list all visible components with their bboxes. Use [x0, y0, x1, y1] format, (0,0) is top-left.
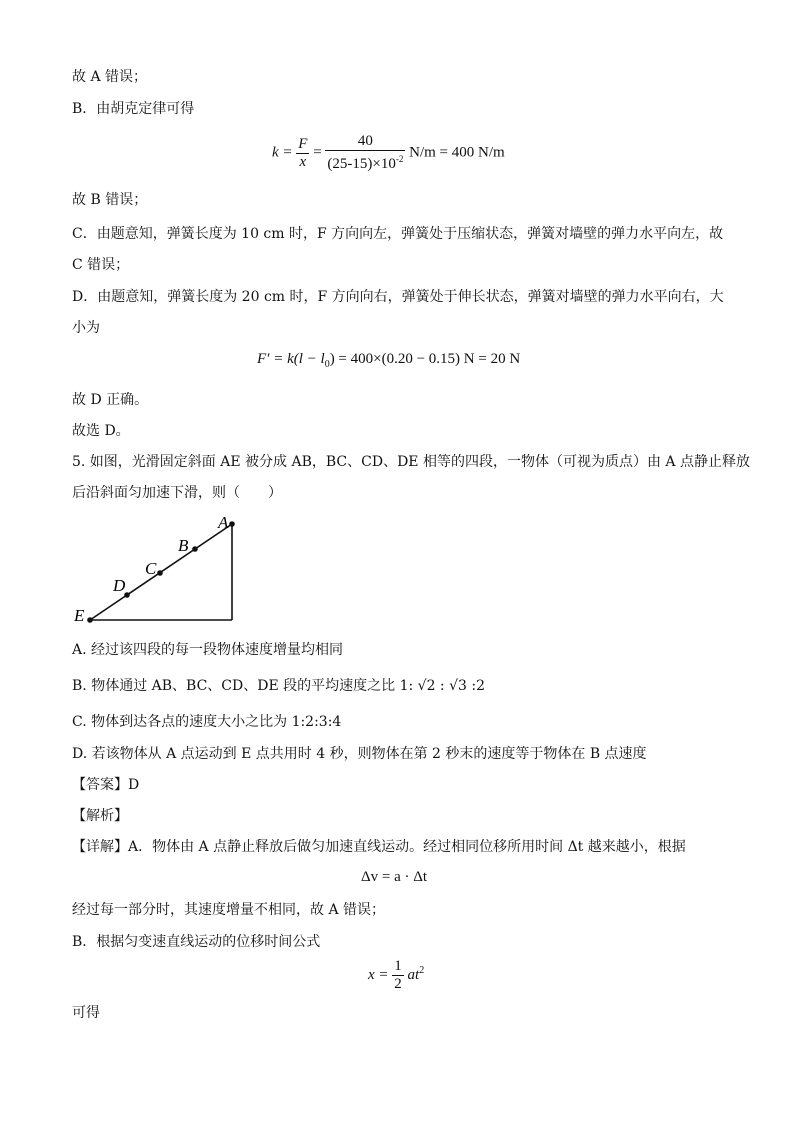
option-d: D. 若该物体从 A 点运动到 E 点共用时 4 秒，则物体在第 2 秒末的速度等于物体在 B 点速度	[72, 746, 647, 762]
option-a: A. 经过该四段的每一段物体速度增量均相同	[72, 642, 344, 658]
line-b-hooke: B．由胡克定律可得	[72, 101, 195, 117]
line-c-wrong: C 错误；	[72, 257, 130, 273]
option-c: C. 物体到达各点的速度大小之比为 1:2:3:4	[72, 714, 342, 730]
detail-b: B．根据匀变速直线运动的位移时间公式	[72, 934, 321, 950]
line-d-size: 小为	[72, 320, 100, 336]
option-b: B. 物体通过 AB、BC、CD、DE 段的平均速度之比 1: √2 : √3 :2	[72, 678, 485, 694]
point-e	[87, 617, 93, 623]
formula-x: x = $\frac{1}{2}$ $at^2$	[368, 958, 425, 992]
line-d-analysis: D．由题意知，弹簧长度为 20 cm 时，F 方向向右，弹簧处于伸长状态，弹簧对墙壁的弹力水平向右，大	[72, 289, 724, 305]
label-b: B	[178, 536, 189, 555]
point-b	[192, 546, 198, 552]
answer-label: 【答案】D	[72, 777, 140, 793]
frac-40-over-length: $\frac{40}{(25-15)\times 10^{-2}}$	[327, 133, 404, 172]
formula-dv: Δv = a · Δt	[361, 869, 428, 885]
label-d: D	[113, 576, 126, 595]
label-c: C	[145, 559, 157, 578]
line-choose-d: 故选 D。	[72, 423, 130, 439]
label-e: E	[74, 606, 85, 625]
detail-a: 【详解】A．物体由 A 点静止释放后做匀加速直线运动。经过相同位移所用时间 Δt 越来越小，根据	[72, 839, 686, 855]
point-a	[229, 521, 235, 527]
frac-f-over-x: $\frac{F}{x}$	[298, 135, 308, 170]
formula-f-prime: $F' = k(l - l_0) = 400\times(0.20 - 0.15)$ N = 20 N	[257, 351, 521, 370]
frac-half: $\frac{1}{2}$	[394, 958, 402, 992]
formula-k: k = $\frac{F}{x}$ = $\frac{40}{(25-15)\times 10^{-2}}$ N/m = 400 N/m	[272, 133, 505, 172]
question-5-stem: 5. 如图，光滑固定斜面 AE 被分成 AB，BC、CD、DE 相等的四段，一物体（可视为质点）由 A 点静止释放	[72, 454, 750, 470]
point-c	[157, 570, 163, 576]
incline-diagram	[70, 512, 250, 628]
line-c-analysis: C．由题意知，弹簧长度为 10 cm 时，F 方向向左，弹簧处于压缩状态，弹簧对墙壁的弹力水平向左，故	[72, 226, 724, 242]
line-d-correct: 故 D 正确。	[72, 392, 149, 408]
line-a-wrong: 故 A 错误；	[72, 69, 148, 85]
label-a: A	[218, 513, 229, 532]
analysis-label: 【解析】	[72, 808, 128, 824]
detail-a-conclusion: 经过每一部分时，其速度增量不相同，故 A 错误；	[72, 902, 386, 918]
detail-b-obtain: 可得	[72, 1005, 100, 1021]
question-5-stem-cont: 后沿斜面匀加速下滑，则（ ）	[72, 485, 282, 501]
line-b-wrong: 故 B 错误；	[72, 192, 148, 208]
